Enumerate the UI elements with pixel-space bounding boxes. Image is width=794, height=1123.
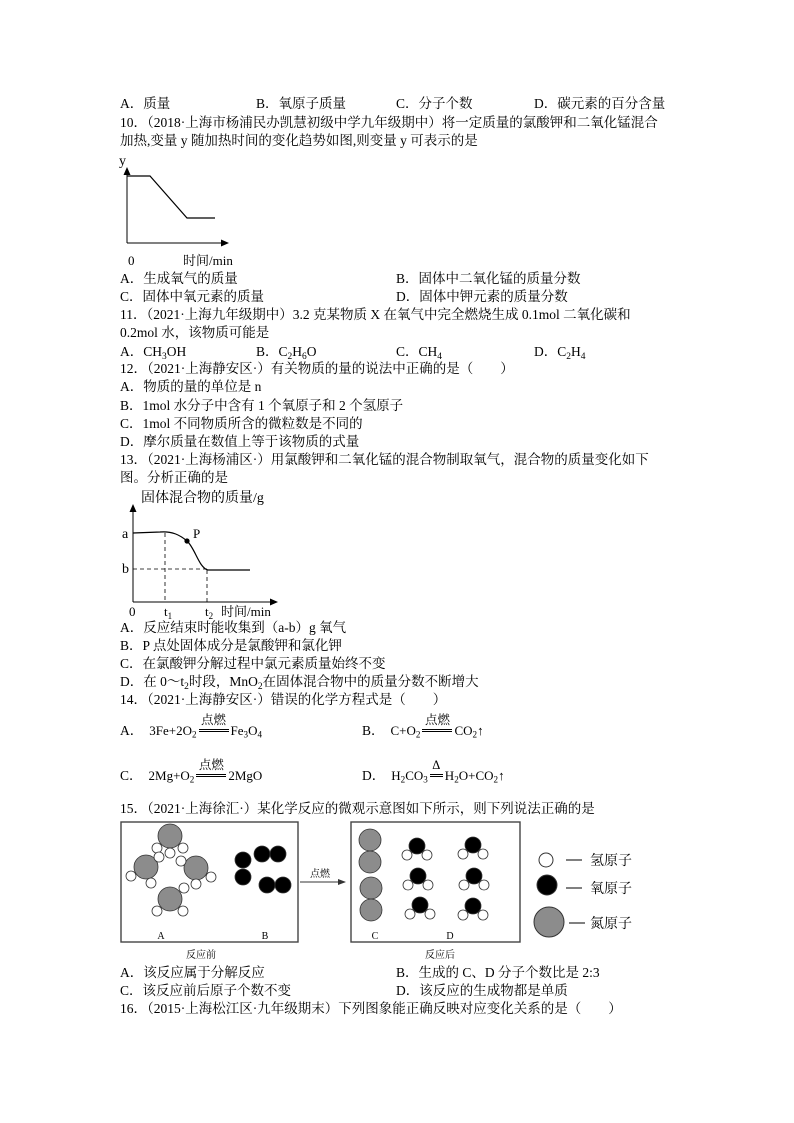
q13-graph	[115, 485, 285, 620]
q12-option-a: A．物质的量的单位是 n	[120, 379, 262, 394]
hydrogen-atom	[179, 883, 189, 893]
t1-label: $t_1$	[164, 604, 173, 621]
chemical-equation	[149, 713, 263, 740]
legend-nitrogen-atom	[534, 907, 564, 937]
q15-option-c: C．该反应前后原子个数不变	[120, 983, 292, 998]
q14-option-a	[120, 713, 263, 740]
hydrogen-atom	[478, 910, 488, 920]
option-letter: D．	[362, 768, 386, 783]
mass-curve	[133, 532, 250, 570]
hydrogen-atom	[154, 852, 164, 862]
oxygen-atom	[270, 846, 286, 862]
n2-molecule	[360, 877, 382, 921]
products: $H_2O+CO_2↑$	[444, 768, 505, 785]
h2o-molecule	[458, 898, 488, 920]
hydrogen-atom	[422, 850, 432, 860]
hydrogen-atom	[458, 910, 468, 920]
hydrogen-atom	[478, 849, 488, 859]
o2-molecule	[259, 877, 291, 893]
products: 2MgO	[228, 768, 263, 783]
nh3-molecule	[152, 883, 189, 916]
hydrogen-atom	[191, 879, 201, 889]
y-axis-label: y	[119, 154, 126, 169]
substance-d-molecules	[402, 837, 489, 920]
hydrogen-atom	[403, 880, 413, 890]
q11-stem-line-2: 0.2mol 水，该物质可能是	[120, 325, 270, 340]
q10-option-d: D．固体中钾元素的质量分数	[396, 289, 568, 304]
reaction-condition-sign	[422, 713, 452, 735]
q11-option-d: D．$C_2H_4$	[534, 344, 586, 362]
hydrogen-atom	[206, 872, 216, 882]
q11-option-c: C．$CH_4$	[396, 344, 442, 362]
q14-option-c	[120, 758, 263, 785]
q11-stem-line-1: 11．（2021·上海九年级期中）3.2 克某物质 X 在氧气中完全燃烧生成 0.1mol 二氧化碳和	[120, 307, 631, 322]
level-a-label: a	[122, 527, 129, 542]
q14-equation-row-2	[0, 758, 794, 785]
q10-option-b: B．固体中二氧化锰的质量分数	[396, 271, 581, 286]
q10-option-a: A．生成氧气的质量	[120, 271, 238, 286]
legend-nitrogen-label: 氮原子	[590, 917, 632, 932]
substance-b-label: B	[261, 931, 269, 942]
q9-option-b: B．氧原子质量	[256, 96, 347, 111]
q12-option-d: D．摩尔质量在数值上等于该物质的式量	[120, 434, 360, 449]
q13-option-a: A．反应结束时能收集到（a-b）g 氧气	[120, 620, 347, 635]
oxygen-atom	[259, 877, 275, 893]
trend-line	[127, 176, 215, 218]
after-caption: 反应后	[425, 950, 455, 961]
t2-label: $t_2$	[205, 604, 214, 621]
substance-a-molecules	[126, 824, 216, 916]
oxygen-atom	[275, 877, 291, 893]
oxygen-atom	[412, 897, 428, 913]
o2-molecule	[254, 846, 286, 862]
hydrogen-atom	[165, 848, 175, 858]
nh3-molecule	[126, 852, 164, 888]
h2o-molecule	[458, 837, 488, 859]
reaction-condition-sign	[199, 713, 229, 735]
reactants: $C+O_2$	[390, 723, 421, 740]
hydrogen-atom	[126, 871, 136, 881]
q10-stem-line-2: 加热,变量 y 随加热时间的变化趋势如图,则变量 y 可表示的是	[120, 133, 478, 148]
substance-a-label: A	[157, 931, 165, 942]
condition-label: 点燃	[198, 758, 224, 772]
h2o-molecule	[402, 838, 432, 860]
nitrogen-atom	[360, 899, 382, 921]
oxygen-atom	[409, 838, 425, 854]
oxygen-atom	[465, 898, 481, 914]
reactants: $3Fe+2O_2$	[149, 723, 197, 740]
q15-stem: 15．（2021·上海徐汇·）某化学反应的微观示意图如下所示，则下列说法正确的是	[120, 801, 595, 816]
q9-option-d: D．碳元素的百分含量	[534, 96, 666, 111]
oxygen-atom	[235, 852, 251, 868]
q13-stem-line-2: 图。分析正确的是	[120, 470, 228, 485]
option-letter: C．	[120, 768, 143, 783]
legend-oxygen-atom	[537, 875, 557, 895]
q15-option-a: A．该反应属于分解反应	[120, 965, 265, 980]
q13-option-c: C．在氯酸钾分解过程中氯元素质量始终不变	[120, 656, 386, 671]
nitrogen-atom	[158, 887, 182, 911]
point-p-marker	[184, 538, 189, 543]
hydrogen-atom	[405, 909, 415, 919]
q16-stem: 16．（2015·上海松江区·九年级期末）下列图象能正确反映对应变化关系的是（ ）	[120, 1001, 622, 1016]
q15-option-b: B．生成的 C、D 分子个数比是 2:3	[396, 965, 600, 980]
q13-stem-line-1: 13．（2021·上海杨浦区·）用氯酸钾和二氧化锰的混合物制取氧气，混合物的质量变化如下	[120, 452, 649, 467]
chemical-equation	[390, 713, 484, 740]
hydrogen-atom	[479, 880, 489, 890]
option-letter: B．	[362, 723, 385, 738]
oxygen-atom	[466, 868, 482, 884]
q10-option-c: C．固体中氧元素的质量	[120, 289, 265, 304]
substance-c-label: C	[371, 931, 379, 942]
nitrogen-atom	[360, 877, 382, 899]
q10-stem-line-1: 10．（2018·上海市杨浦民办凯慧初级中学九年级期中）将一定质量的氯酸钾和二氧化锰混合	[120, 115, 658, 130]
point-p-label: P	[193, 526, 201, 541]
q14-equation-row-1	[0, 713, 794, 740]
q9-option-c: C．分子个数	[396, 96, 473, 111]
hydrogen-atom	[425, 909, 435, 919]
hydrogen-atom	[402, 850, 412, 860]
condition-label: 点燃	[201, 713, 227, 727]
q13-option-d: D．在 $0\sim t_2$时段，MnO$_2$在固体混合物中的质量分数不断增大	[120, 674, 479, 692]
level-b-label: b	[122, 562, 129, 577]
legend	[534, 853, 632, 937]
hydrogen-atom	[459, 880, 469, 890]
q10-graph	[110, 150, 240, 270]
o2-molecule	[235, 852, 251, 885]
q9-option-a: A．质量	[120, 96, 171, 111]
chemical-equation	[148, 758, 263, 785]
h2o-molecule	[403, 868, 433, 890]
n2-molecule	[359, 829, 381, 873]
q15-option-d: D．该反应的生成物都是单质	[396, 983, 568, 998]
before-caption: 反应前	[186, 950, 216, 961]
h2o-molecule	[405, 897, 435, 919]
nitrogen-atom	[158, 824, 182, 848]
hydrogen-atom	[423, 880, 433, 890]
legend-oxygen-label: 氧原子	[590, 882, 632, 897]
hydrogen-atom	[178, 843, 188, 853]
q11-option-b: B．$C_2H_6O$	[256, 344, 317, 362]
oxygen-atom	[254, 846, 270, 862]
q12-stem: 12．（2021·上海静安区·）有关物质的量的说法中正确的是（ ）	[120, 361, 514, 376]
oxygen-atom	[465, 837, 481, 853]
hydrogen-atom	[152, 843, 162, 853]
reactants: $H_2CO_3$	[391, 768, 428, 785]
q12-option-c: C．1mol 不同物质所含的微粒数是不同的	[120, 416, 363, 431]
hydrogen-atom	[176, 856, 186, 866]
h2o-molecule	[459, 868, 489, 890]
legend-hydrogen-atom	[539, 853, 553, 867]
hydrogen-atom	[152, 906, 162, 916]
reaction-micro-diagram	[110, 815, 670, 965]
oxygen-atom	[410, 868, 426, 884]
hydrogen-atom	[146, 878, 156, 888]
nitrogen-atom	[359, 851, 381, 873]
substance-d-label: D	[446, 931, 454, 942]
condition-label: Δ	[432, 758, 441, 772]
reaction-condition-sign	[430, 758, 443, 780]
products: $Fe_3O_4$	[230, 723, 263, 740]
q14-option-d	[362, 758, 505, 785]
hydrogen-atom	[178, 906, 188, 916]
y-axis-label: 固体混合物的质量/g	[141, 491, 264, 506]
q13-option-b: B．P 点处固体成分是氯酸钾和氯化钾	[120, 638, 342, 653]
products: $CO_2↑$	[454, 723, 484, 740]
q12-option-b: B．1mol 水分子中含有 1 个氧原子和 2 个氢原子	[120, 398, 404, 413]
nitrogen-atom	[359, 829, 381, 851]
origin-label: 0	[128, 253, 135, 268]
q11-option-a: A．$CH_3OH$	[120, 344, 187, 362]
legend-hydrogen-label: 氢原子	[590, 854, 632, 869]
condition-label: 点燃	[424, 713, 450, 727]
x-axis-label: 时间/min	[183, 253, 233, 268]
nitrogen-atom	[184, 856, 208, 880]
option-letter: A．	[120, 723, 144, 738]
x-axis-label: 时间/min	[221, 604, 271, 619]
chemical-equation	[391, 758, 505, 785]
q14-option-b	[362, 713, 484, 740]
origin-label: 0	[129, 604, 136, 619]
reactants: $2Mg+O_2$	[148, 768, 195, 785]
reaction-arrow-label: 点燃	[310, 869, 330, 880]
hydrogen-atom	[458, 849, 468, 859]
reaction-condition-sign	[196, 758, 226, 780]
substance-c-molecules	[359, 829, 382, 921]
substance-b-molecules	[235, 846, 291, 893]
oxygen-atom	[235, 869, 251, 885]
q14-stem: 14．（2021·上海静安区·）错误的化学方程式是（ ）	[120, 692, 447, 707]
